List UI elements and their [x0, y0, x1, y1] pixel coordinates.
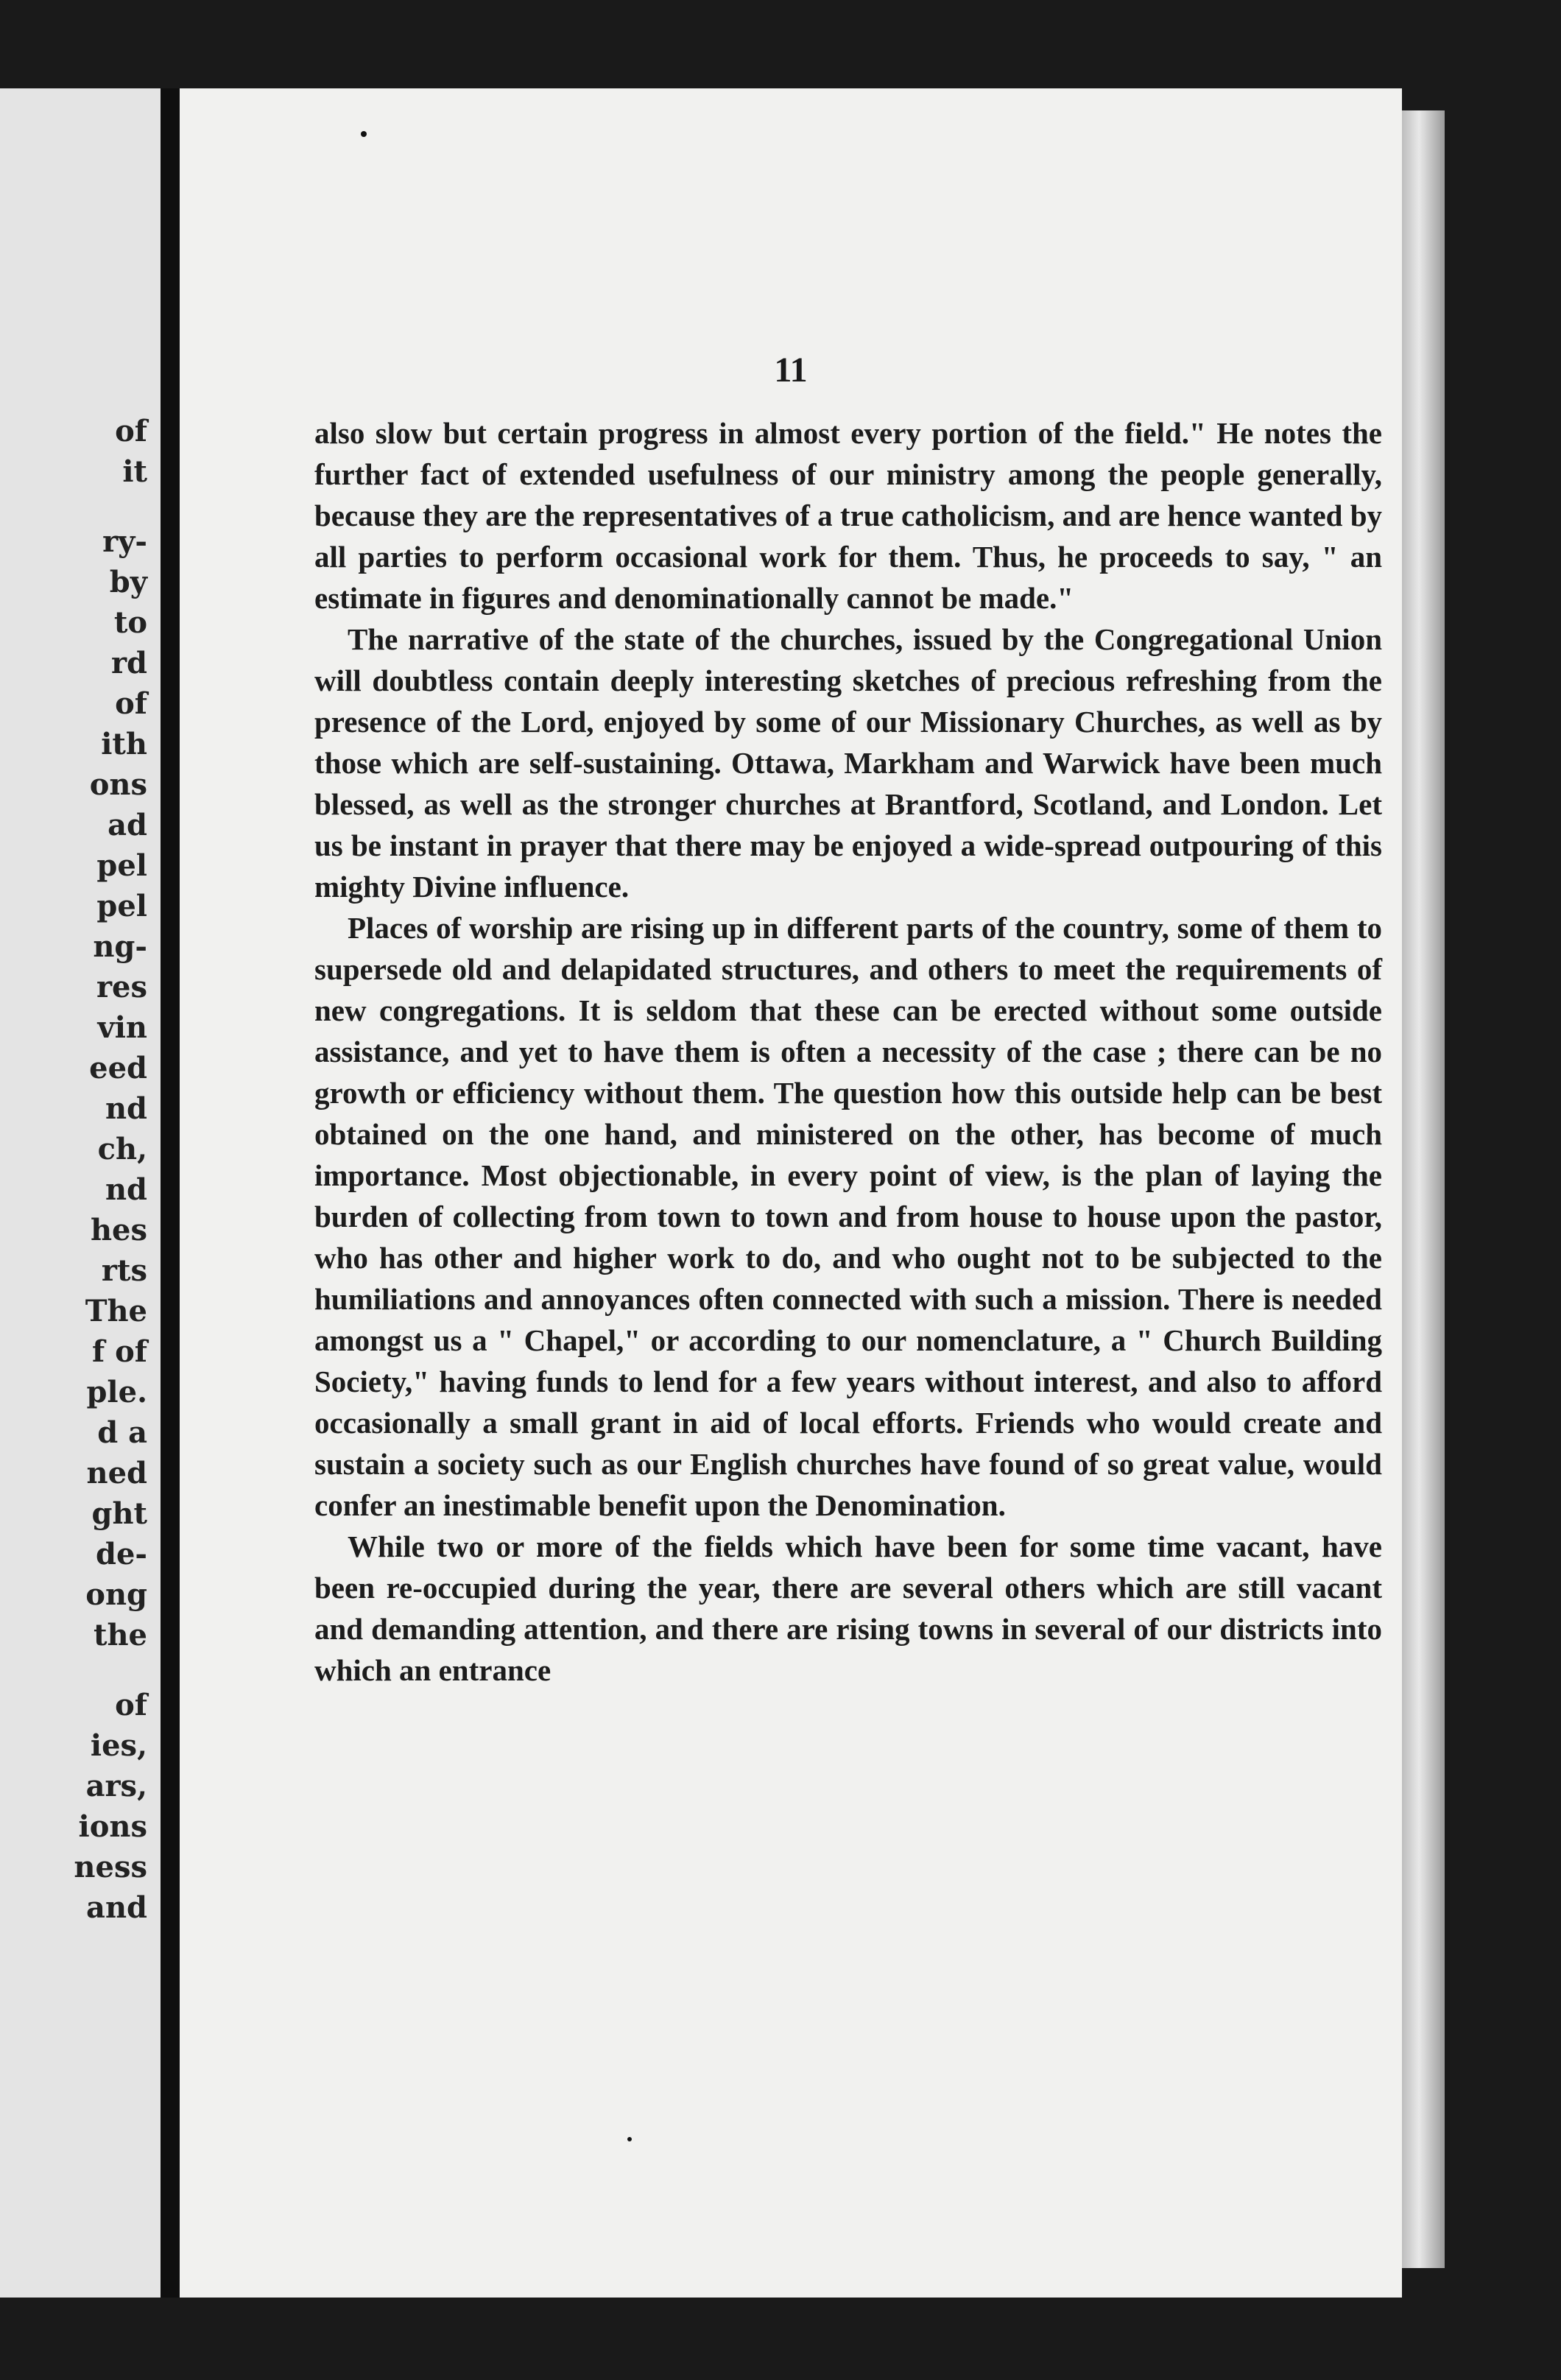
paragraph: Places of worship are rising up in different parts of the country, some of them to supersede old and delapidated structures, and others to meet the requirements of new congregations. It is seldom that these can be erected without some outside assistance, and yet to have them is often a necessity of the case ; there can be no growth or efficiency without them. The question how this outside help can be best obtained on the one hand, and ministered on the other, has become of much importance. Most objectionable, in every point of view, is the plan of laying the burden of collecting from town to town and from house to house upon the pastor, who has other and higher work to do, and who ought not to be subjected to the humiliations and annoyances often connected with such a mission. There is needed amongst us a " Chapel," or according to our nomenclature, a " Church Building Society," having funds to lend for a few years without interest, and also to afford occasionally a small grant in aid of local efforts. Friends who would create and sustain a society such as our English churches have found of so great value, would confer an inestimable benefit upon the Denomination. [314, 911, 1382, 1522]
facing-page [0, 88, 161, 2298]
paragraph: The narrative of the state of the churches, issued by the Congregational Union will doubtless contain deeply interesting sketches of precious refreshing from the presence of the Lord, enjoyed by some of our Missionary Churches, as well as by those which are self-sustaining. Ottawa, Markham and Warwick have been much blessed, as well as the stronger churches at Brantford, Scotland, and London. Let us be instant in prayer that there may be enjoyed a wide-spread outpouring of this mighty Divine influence. [314, 622, 1382, 904]
fragment-line: nd [105, 1172, 147, 1207]
fragment-line: The [85, 1294, 147, 1328]
fragment-line: de- [95, 1537, 147, 1571]
fragment-line: ad [108, 808, 147, 842]
fragment-line: ple. [86, 1375, 147, 1409]
fragment-line: rd [110, 646, 147, 680]
fragment-line: hes [90, 1213, 147, 1247]
ink-speck [361, 131, 367, 137]
fragment-line: ars, [85, 1769, 147, 1803]
fragment-line: d a [97, 1415, 147, 1450]
fragment-line: ng- [93, 929, 147, 964]
fragment-line: of [115, 414, 147, 448]
fragment-line: vin [97, 1010, 147, 1045]
fragment-line: ies, [90, 1728, 147, 1763]
fragment-line: pel [96, 889, 147, 923]
fragment-line: f of [91, 1334, 147, 1369]
fragment-line: ions [78, 1809, 147, 1844]
fragment-line: ong [85, 1577, 147, 1612]
fragment-line: of [115, 686, 147, 721]
fragment-gap [74, 1655, 147, 1685]
fragment-line: rts [101, 1253, 147, 1288]
fragment-line: it [122, 454, 147, 489]
fragment-line: eed [89, 1051, 147, 1085]
fragment-line: ry- [102, 524, 147, 559]
fragment-line: the [93, 1618, 147, 1652]
paragraph: While two or more of the fields which have been for some time vacant, have been re-occupied during the year, there are several others which are still vacant and demanding attention, and there are rising towns in several of our districts into which an entrance [314, 1529, 1382, 1687]
fragment-line: ith [101, 727, 147, 761]
fragment-line: of [115, 1688, 147, 1722]
fragment-line: ned [86, 1456, 147, 1490]
page-edge [1402, 110, 1445, 2268]
fragment-gap [74, 492, 147, 521]
fragment-line: pel [96, 848, 147, 883]
fragment-line: ness [74, 1850, 147, 1884]
fragment-line: by [109, 565, 147, 599]
document-page [180, 88, 1402, 2298]
fragment-line: ght [91, 1496, 147, 1531]
facing-page-text-fragments [74, 411, 147, 1928]
fragment-line: ons [89, 767, 147, 802]
fragment-line: ch, [97, 1132, 147, 1166]
page-number: 11 [774, 351, 808, 390]
fragment-line: and [86, 1890, 147, 1925]
page-body [314, 412, 1382, 1691]
fragment-line: res [96, 970, 147, 1004]
paragraph: also slow but certain progress in almost every portion of the field." He notes the further fact of extended usefulness of our ministry among the people generally, because they are the representatives of a true catholicism, and are hence wanted by all parties to perform occasional work for them. Thus, he proceeds to say, " an estimate in figures and denominationally cannot be made." [314, 416, 1382, 615]
fragment-line: nd [105, 1091, 147, 1126]
ink-speck [627, 2137, 632, 2141]
book-gutter [161, 88, 180, 2298]
fragment-line: to [113, 605, 147, 640]
